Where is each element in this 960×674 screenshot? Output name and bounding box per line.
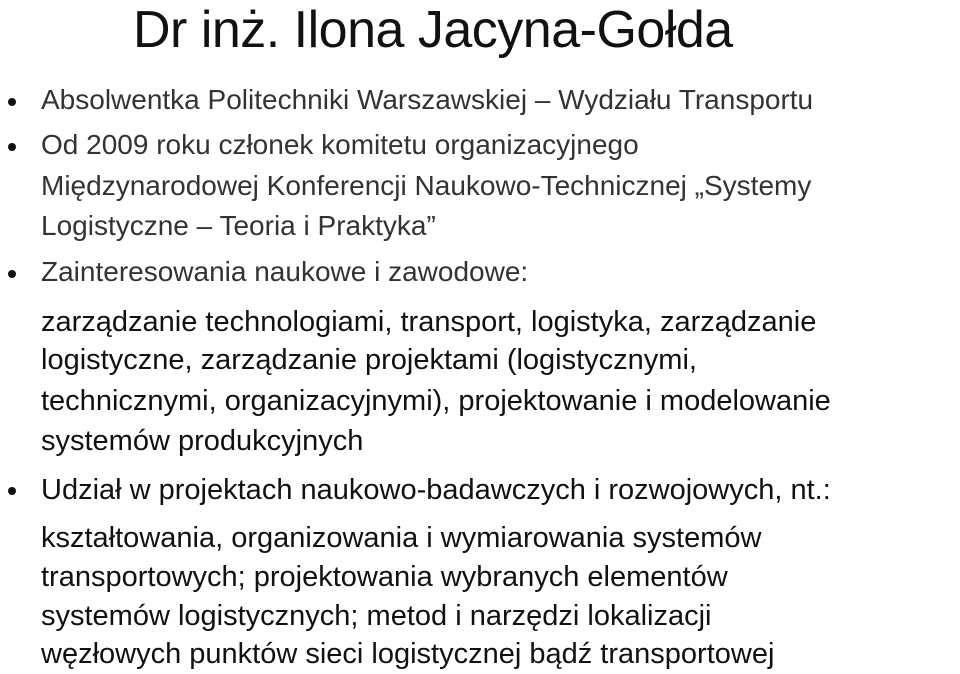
paragraph-line: logistyczne, zarządzanie projektami (logistycznymi, <box>41 344 697 376</box>
bullet-text-line: Od 2009 roku członek komitetu organizacyjnego <box>41 129 639 160</box>
paragraph-line: zarządzanie technologiami, transport, logistyka, zarządzanie <box>41 306 817 338</box>
paragraph-line: systemów logistycznych; metod i narzędzi lokalizacji <box>41 600 712 632</box>
slide-title: Dr inż. Ilona Jacyna-Gołda <box>133 1 733 59</box>
paragraph-line: transportowych; projektowania wybranych elementów <box>41 561 728 593</box>
bullet-text-line: Międzynarodowej Konferencji Naukowo-Technicznej „Systemy <box>41 170 812 201</box>
paragraph-line: technicznymi, organizacyjnymi), projektowanie i modelowanie <box>41 385 831 417</box>
paragraph-line: systemów produkcyjnych <box>41 425 364 457</box>
paragraph-line: węzłowych punktów sieci logistycznej bądź transportowej <box>41 638 775 670</box>
paragraph-line: kształtowania, organizowania i wymiarowania systemów <box>41 522 762 554</box>
bullet-marker <box>8 143 16 151</box>
bullet-marker <box>8 98 16 106</box>
bullet-text-line: Zainteresowania naukowe i zawodowe: <box>41 256 529 287</box>
bullet-text-line: Absolwentka Politechniki Warszawskiej – Wydziału Transportu <box>41 84 814 115</box>
bullet-marker <box>8 270 16 278</box>
bullet-marker <box>8 487 16 495</box>
bullet-text-line: Logistyczne – Teoria i Praktyka” <box>41 210 436 241</box>
bullet-text-line: Udział w projektach naukowo-badawczych i rozwojowych, nt.: <box>41 474 831 506</box>
